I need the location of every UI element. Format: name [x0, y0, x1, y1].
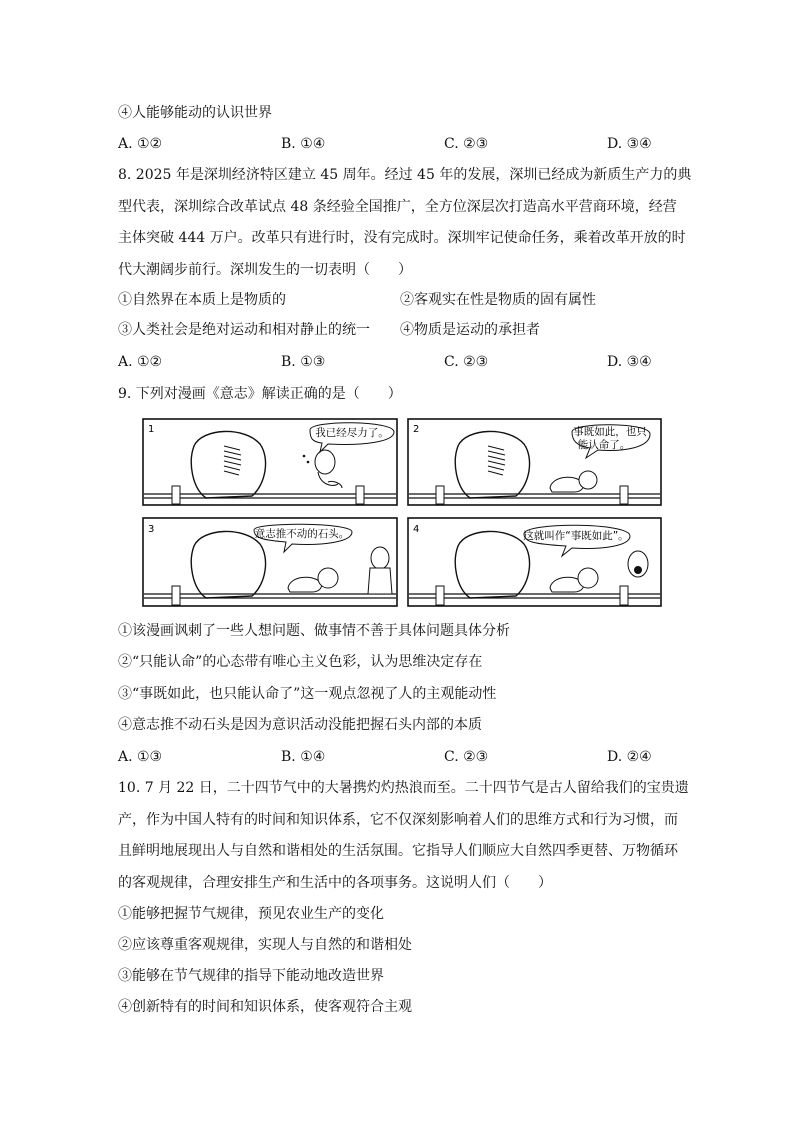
- q10-stem-line: 10. 7 月 22 日，二十四节气中的大暑携灼灼热浪而至。二十四节气是古人留给我们的宝贵遗: [118, 780, 689, 796]
- q7-option-a[interactable]: A. ①②: [118, 136, 163, 152]
- speech-bubble-text: 这就叫作“事既如此”。: [523, 530, 629, 542]
- boulder: [191, 531, 265, 598]
- panel-number: 3: [148, 524, 155, 535]
- q7-statement-4: ④人能够能动的认识世界: [118, 105, 272, 121]
- q8-option-d[interactable]: D. ③④: [607, 354, 652, 370]
- q7-option-c[interactable]: C. ②③: [444, 136, 489, 152]
- q10-statement-2: ②应该尊重客观规律，实现人与自然的和谐相处: [118, 937, 412, 953]
- character-head: [315, 450, 335, 474]
- q9-statement-4: ④意志推不动石头是因为意识活动没能把握石头内部的本质: [118, 717, 482, 733]
- q8-statement-2: ②客观实在性是物质的固有属性: [400, 292, 596, 308]
- comic-panel-4: [408, 518, 661, 606]
- speech-bubble-text: 事既如此，也只: [573, 426, 647, 438]
- q8-stem: [118, 160, 692, 286]
- q10-statement-1: ①能够把握节气规律，预见农业生产的变化: [118, 906, 384, 922]
- q9-options: [118, 747, 678, 767]
- q9-option-a[interactable]: A. ①③: [118, 749, 163, 765]
- q10-statement-4: ④创新特有的时间和知识体系，使客观符合主观: [118, 999, 412, 1015]
- panel-number: 1: [148, 424, 155, 435]
- q8-statement-3: ③人类社会是绝对运动和相对静止的统一: [118, 322, 370, 338]
- q9-statement-3: ③“事既如此，也只能认命了”这一观点忽视了人的主观能动性: [118, 686, 497, 702]
- boulder: [455, 531, 529, 598]
- q7-option-b[interactable]: B. ①④: [281, 136, 326, 152]
- q10-stem-line: 且鲜明地展现出人与自然和谐相处的生活氛围。它指导人们顺应大自然四季更替、万物循环: [118, 843, 678, 859]
- boulder: [191, 431, 265, 498]
- q8-option-c[interactable]: C. ②③: [444, 354, 489, 370]
- q9-option-d[interactable]: D. ②④: [607, 749, 652, 765]
- q10-stem-line: 产，作为中国人特有的时间和知识体系，它不仅深刻影响着人们的思维方式和行为习惯，而: [118, 811, 678, 828]
- q7-options: [118, 134, 678, 154]
- q8-stem-line: 主体突破 444 万户。改革只有进行时，没有完成时。深圳牢记使命任务，乘着改革开放的时: [118, 230, 686, 246]
- speech-bubble-text: 意志推不动的石头。: [254, 528, 350, 540]
- q9-statement-1: ①该漫画讽刺了一些人想问题、做事情不善于具体问题具体分析: [118, 623, 510, 639]
- boulder: [455, 431, 529, 498]
- q8-option-a[interactable]: A. ①②: [118, 354, 163, 370]
- speech-bubble-text: 我已经尽力了。: [315, 427, 389, 439]
- q10-statement-3: ③能够在节气规律的指导下能动地改造世界: [118, 968, 384, 984]
- q8-stem-line: 代大潮阔步前行。深圳发生的一切表明（ ）: [118, 261, 412, 278]
- comic-illustration: [142, 418, 662, 610]
- q7-option-d[interactable]: D. ③④: [607, 136, 652, 152]
- q10-stem: [118, 773, 689, 899]
- speech-bubble-text: 能认命了。: [577, 439, 631, 451]
- q10-stem-line: 的客观规律，合理安排生产和生活中的各项事务。这说明人们（ ）: [118, 874, 552, 891]
- q8-statements-row-2: [118, 320, 678, 340]
- q8-stem-line: 型代表，深圳综合改革试点 48 条经验全国推广，全方位深层次打造高水平营商环境，经营: [118, 198, 677, 215]
- q9-statement-2: ②“只能认命”的心态带有唯心主义色彩，认为思维决定存在: [118, 654, 483, 670]
- q8-options: [118, 352, 678, 372]
- q8-statement-4: ④物质是运动的承担者: [400, 322, 540, 338]
- q9-option-c[interactable]: C. ②③: [444, 749, 489, 765]
- q8-option-b[interactable]: B. ①③: [281, 354, 326, 370]
- panel-number: 2: [413, 424, 420, 435]
- q9-option-b[interactable]: B. ①④: [281, 749, 326, 765]
- comic-panel-2: [408, 419, 661, 505]
- q8-statements-row-1: [118, 290, 678, 310]
- comic-panel-3: [143, 518, 397, 606]
- q9-stem: 9. 下列对漫画《意志》解读正确的是（ ）: [118, 386, 402, 402]
- panel-number: 4: [413, 524, 420, 535]
- q8-stem-line: 8. 2025 年是深圳经济特区建立 45 周年。经过 45 年的发展，深圳已经成为新质生产力的典: [118, 167, 692, 183]
- old-man-head: [371, 547, 389, 569]
- q8-statement-1: ①自然界在本质上是物质的: [118, 292, 286, 308]
- comic-panel-1: [143, 419, 397, 505]
